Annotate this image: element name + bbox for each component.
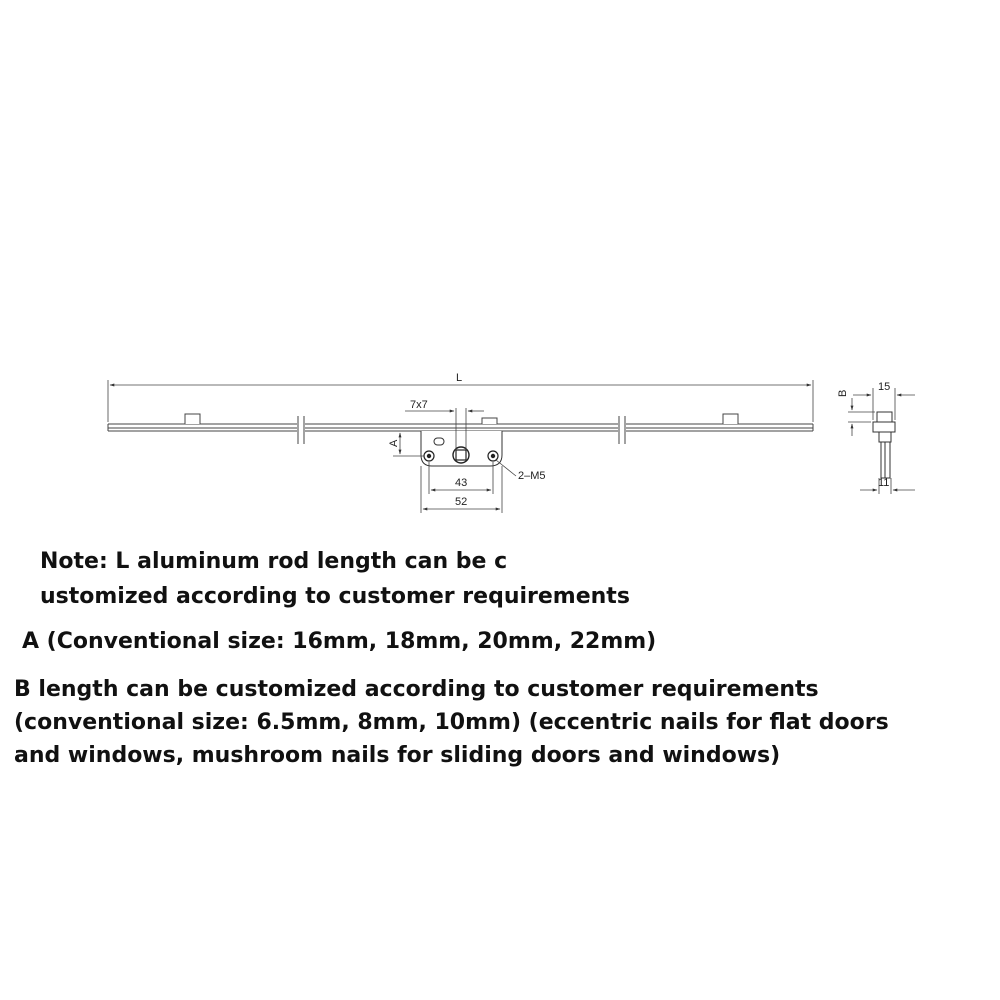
label-11: 11 [878,477,890,489]
screw-hole-right [488,451,498,461]
leader-2-M5 [496,460,516,476]
label-52: 52 [455,496,468,508]
label-B: B [837,389,849,397]
label-A: A [388,439,400,447]
note-line-1: Note: L aluminum rod length can be c [40,549,508,574]
aluminum-rod [108,424,813,431]
dimension-L [108,380,813,422]
break-mark-left [297,416,305,444]
label-15: 15 [878,381,891,393]
nail-center [482,418,497,424]
slot [434,438,444,445]
label-7x7: 7x7 [410,399,428,411]
dimension-B [848,398,875,436]
square-pin-hole [453,447,469,463]
screw-hole-left [424,451,434,461]
label-43: 43 [455,477,468,489]
note-line-6: and windows, mushroom nails for sliding doors and windows) [14,743,781,768]
note-line-4: B length can be customized according to customer requirements [14,677,819,702]
note-line-3: A (Conventional size: 16mm, 18mm, 20mm, 22mm) [22,629,657,654]
break-mark-right [618,416,626,444]
note-line-2: ustomized according to customer requirements [40,584,630,609]
label-L: L [456,372,463,384]
label-2-M5: 2–M5 [518,470,546,482]
note-line-5: (conventional size: 6.5mm, 8mm, 10mm) (eccentric nails for flat doors [14,710,889,735]
side-view [873,412,895,478]
